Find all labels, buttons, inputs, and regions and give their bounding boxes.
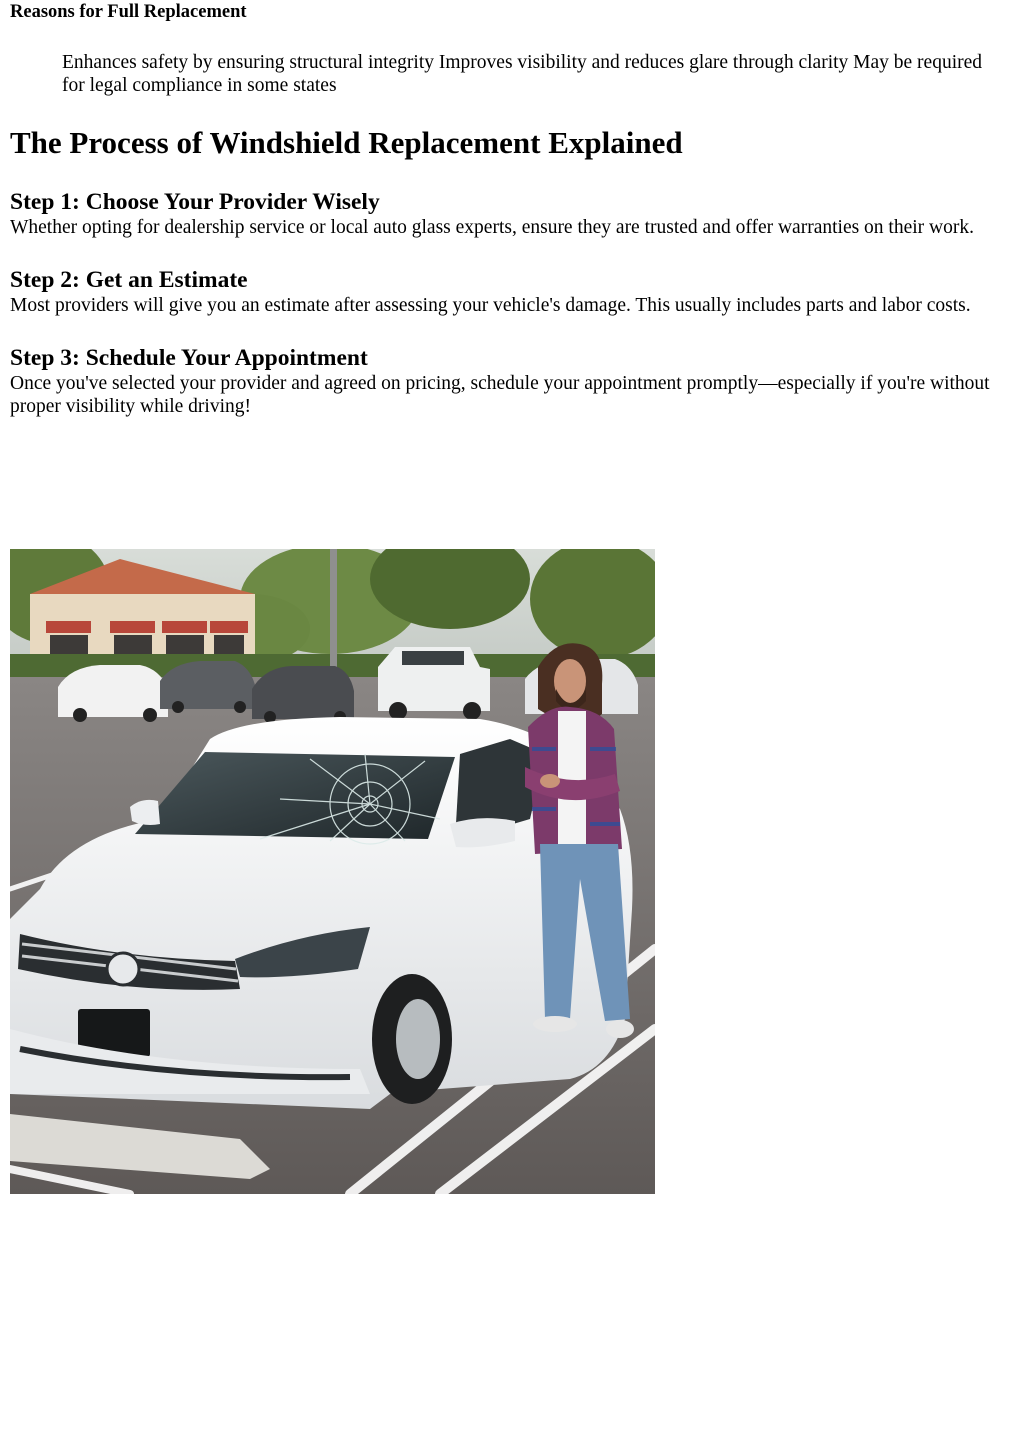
document-page bbox=[10, 0, 1010, 418]
cracked-windshield-photo bbox=[10, 549, 655, 1194]
step-3-text: Once you've selected your provider and agreed on pricing, schedule your appointment promptly—especially if you're without proper visibility while driving! bbox=[10, 373, 990, 417]
car-logo bbox=[107, 953, 139, 985]
reasons-title: Reasons for Full Replacement bbox=[10, 2, 247, 22]
step-3-heading: Step 3: Schedule Your Appointment bbox=[10, 345, 368, 371]
side-mirror bbox=[450, 818, 515, 847]
step-2-heading: Step 2: Get an Estimate bbox=[10, 267, 248, 293]
reasons-body: Enhances safety by ensuring structural integrity Improves visibility and reduces glare through clarity May be required for legal compliance in some states bbox=[62, 52, 983, 96]
step-1-heading: Step 1: Choose Your Provider Wisely bbox=[10, 189, 380, 215]
step-2-text: Most providers will give you an estimate after assessing your vehicle's damage. This usually includes parts and labor costs. bbox=[10, 295, 971, 316]
step-1-text: Whether opting for dealership service or local auto glass experts, ensure they are trusted and offer warranties on their work. bbox=[10, 217, 974, 238]
photo-illustration bbox=[10, 549, 655, 1194]
main-heading: The Process of Windshield Replacement Explained bbox=[10, 125, 683, 160]
